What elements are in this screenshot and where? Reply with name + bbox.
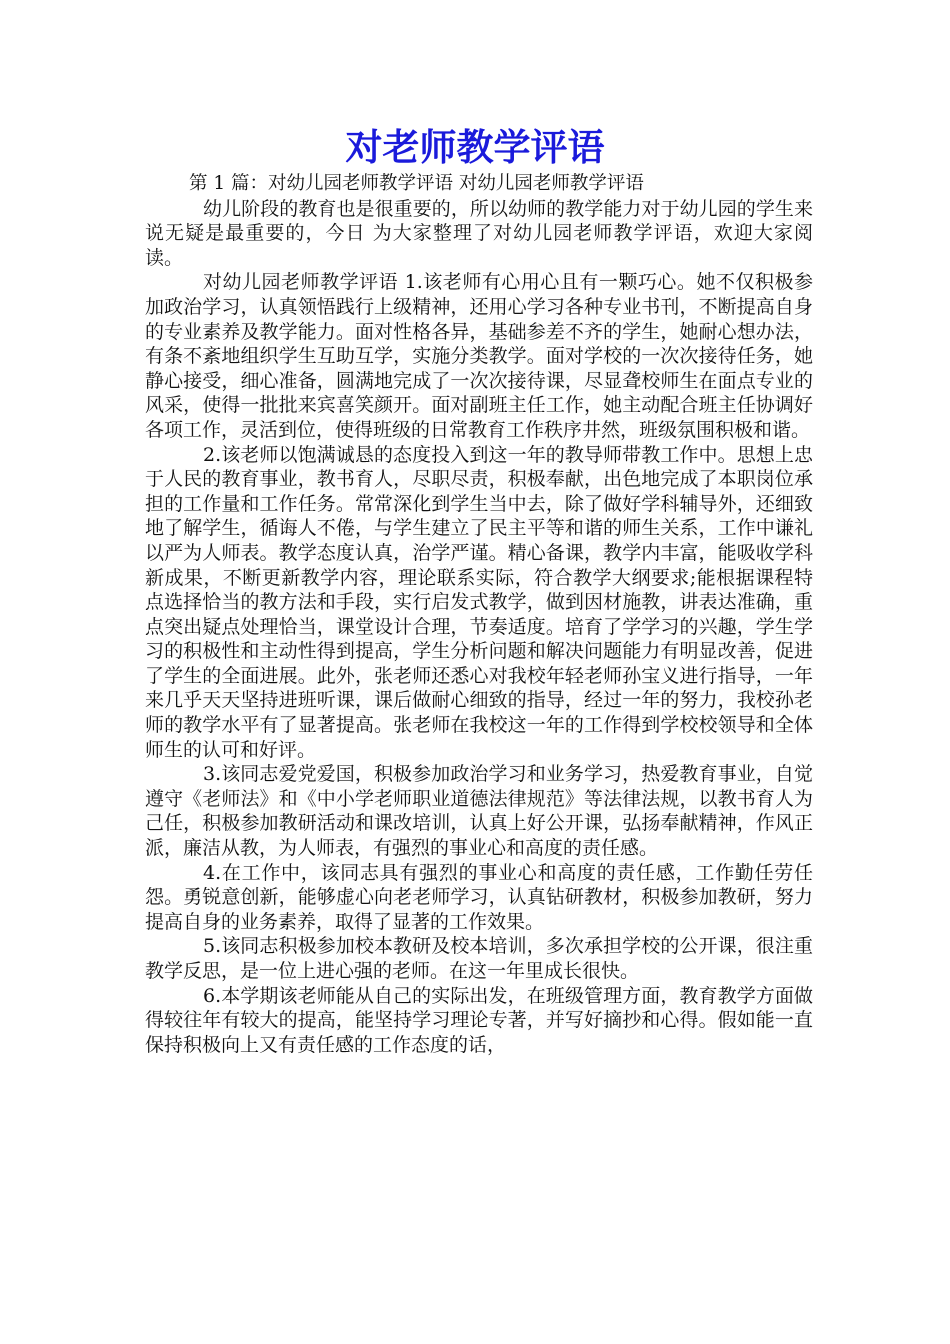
document-body bbox=[145, 172, 813, 1057]
paragraph-comment-4: 4.在工作中，该同志具有强烈的事业心和高度的责任感，工作勤任劳任怨。勇锐意创新，能够虚心向老老师学习，认真钻研教材，积极参加教研，努力提高自身的业务素养，取得了显著的工作效果。 bbox=[145, 861, 813, 933]
paragraph-comment-5: 5.该同志积极参加校本教研及校本培训，多次承担学校的公开课，很注重教学反思，是一位上进心强的老师。在这一年里成长很快。 bbox=[145, 935, 813, 982]
paragraph-comment-3: 3.该同志爱党爱国，积极参加政治学习和业务学习，热爱教育事业，自觉遵守《老师法》和《中小学老师职业道德法律规范》等法律法规，以教书育人为己任，积极参加教研活动和课改培训，认真上好公开课，弘扬奉献精神，作风正派，廉洁从教，为人师表，有强烈的事业心和高度的责任感。 bbox=[145, 763, 813, 860]
paragraph-comment-1: 对幼儿园老师教学评语 1.该老师有心用心且有一颗巧心。她不仅积极参加政治学习，认真领悟践行上级精神，还用心学习各种专业书刊，不断提高自身的专业素养及教学能力。面对性格各异，基础参差不齐的学生，她耐心想办法，有条不紊地组织学生互助互学，实施分类教学。面对学校的一次次接待任务，她静心接受，细心准备，圆满地完成了一次次接待课，尽显聋校师生在面点专业的风采，使得一批批来宾喜笑颜开。面对副班主任工作，她主动配合班主任协调好各项工作，灵活到位，使得班级的日常教育工作秩序井然，班级氛围积极和谐。 bbox=[145, 271, 813, 441]
paragraph-comment-6: 6.本学期该老师能从自己的实际出发，在班级管理方面，教育教学方面做得较往年有较大的提高，能坚持学习理论专著，并写好摘抄和心得。假如能一直保持积极向上又有责任感的工作态度的话， bbox=[145, 984, 813, 1056]
article-subtitle: 第 1 篇：对幼儿园老师教学评语 对幼儿园老师教学评语 bbox=[189, 173, 644, 194]
paragraph-comment-2: 2.该老师以饱满诚恳的态度投入到这一年的教导师带教工作中。思想上忠于人民的教育事业，教书育人，尽职尽责，积极奉献，出色地完成了本职岗位承担的工作量和工作任务。常常深化到学生当中去，除了做好学科辅导外，还细致地了解学生，循诲人不倦，与学生建立了民主平等和谐的师生关系，工作中谦礼以严为人师表。教学态度认真，治学严谨。精心备课，教学内丰富，能吸收学科新成果，不断更新教学内容，理论联系实际，符合教学大纲要求;能根据课程特点选择恰当的教方法和手段，实行启发式教学，做到因材施教，讲表达准确，重点突出疑点处理恰当，课堂设计合理，节奏适度。培育了学学习的兴趣，学生学习的积极性和主动性得到提高，学生分析问题和解决问题能力有明显改善，促进了学生的全面进展。此外，张老师还悉心对我校年轻老师孙宝义进行指导，一年来几乎天天坚持进班听课，课后做耐心细致的指导，经过一年的努力，我校孙老师的教学水平有了显著提高。张老师在我校这一年的工作得到学校校领导和全体师生的认可和好评。 bbox=[145, 443, 813, 761]
document-title: 对老师教学评语 bbox=[345, 125, 605, 169]
paragraph-intro: 幼儿阶段的教育也是很重要的，所以幼师的教学能力对于幼儿园的学生来说无疑是最重要的，今日 为大家整理了对幼儿园老师教学评语，欢迎大家阅读。 bbox=[145, 197, 813, 269]
